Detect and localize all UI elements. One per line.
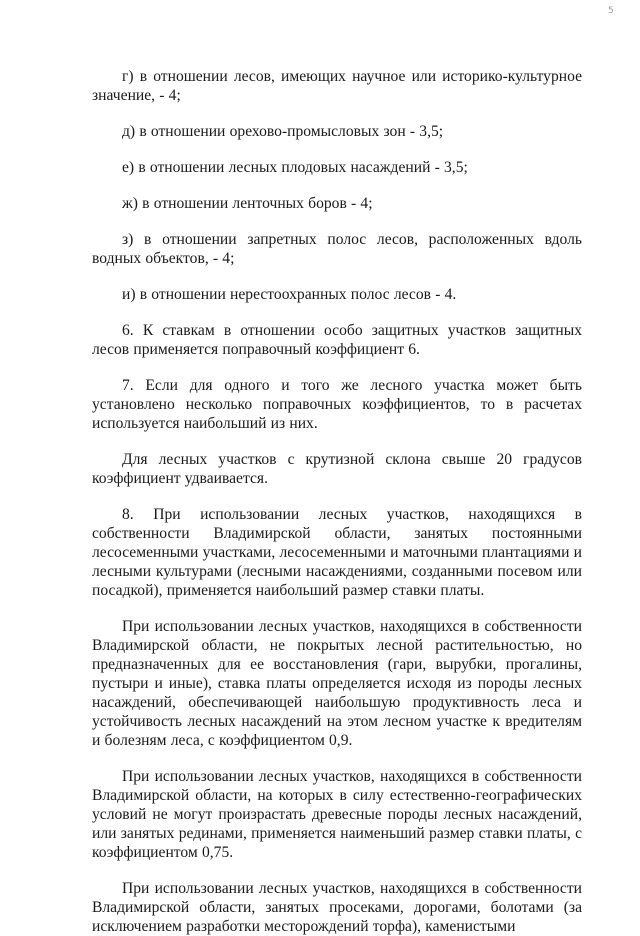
paragraph-6: 6. К ставкам в отношении особо защитных участков защитных лесов применяется поправочный коэффициент 6.	[92, 322, 582, 358]
paragraph-z: з) в отношении запретных полос лесов, расположенных вдоль водных объектов, - 4;	[92, 231, 582, 267]
paragraph-slope: Для лесных участков с крутизной склона свыше 20 градусов коэффициент удваивается.	[92, 451, 582, 487]
paragraph-clearings: При использовании лесных участков, находящихся в собственности Владимирской области, занятых просеками, дорогами, болотами (за исключением разработки месторождений торфа), каменистыми	[92, 880, 582, 935]
paragraph-g: г) в отношении лесов, имеющих научное или историко-культурное значение, - 4;	[92, 68, 582, 104]
paragraph-d: д) в отношении орехово-промысловых зон - 3,5;	[122, 123, 444, 140]
paragraph-sparse: При использовании лесных участков, находящихся в собственности Владимирской области, на которых в силу естественно-географических условий не могут произрастать древесные породы лесных насаждений, или занятых рединами, применяется наименьший размер ставки платы, с коэффициентом 0,75.	[92, 768, 582, 861]
page-corner-mark: 5	[608, 6, 614, 16]
paragraph-i: и) в отношении нерестоохранных полос лесов - 4.	[122, 286, 457, 303]
paragraph-8: 8. При использовании лесных участков, находящихся в собственности Владимирской области, занятых постоянными лесосеменными участками, лесосеменными и маточными плантациями и лесными культурами (лесными насаждениями, созданными посевом или посадкой), применяется наибольший размер ставки платы.	[92, 506, 582, 599]
paragraph-7: 7. Если для одного и того же лесного участка может быть установлено несколько поправочных коэффициентов, то в расчетах используется наибольший из них.	[92, 377, 582, 432]
paragraph-e: е) в отношении лесных плодовых насаждений - 3,5;	[122, 159, 468, 176]
paragraph-unforested: При использовании лесных участков, находящихся в собственности Владимирской области, не покрытых лесной растительностью, но предназначенных для ее восстановления (гари, вырубки, прогалины, пустыри и иные), ставка платы определяется исходя из породы лесных насаждений, обеспечивающей наибольшую продуктивность леса и устойчивость лесных насаждений на этом лесном участке к вредителям и болезням леса, с коэффициентом 0,9.	[92, 618, 582, 749]
paragraph-zh: ж) в отношении ленточных боров - 4;	[122, 195, 373, 212]
document-body	[92, 67, 582, 936]
